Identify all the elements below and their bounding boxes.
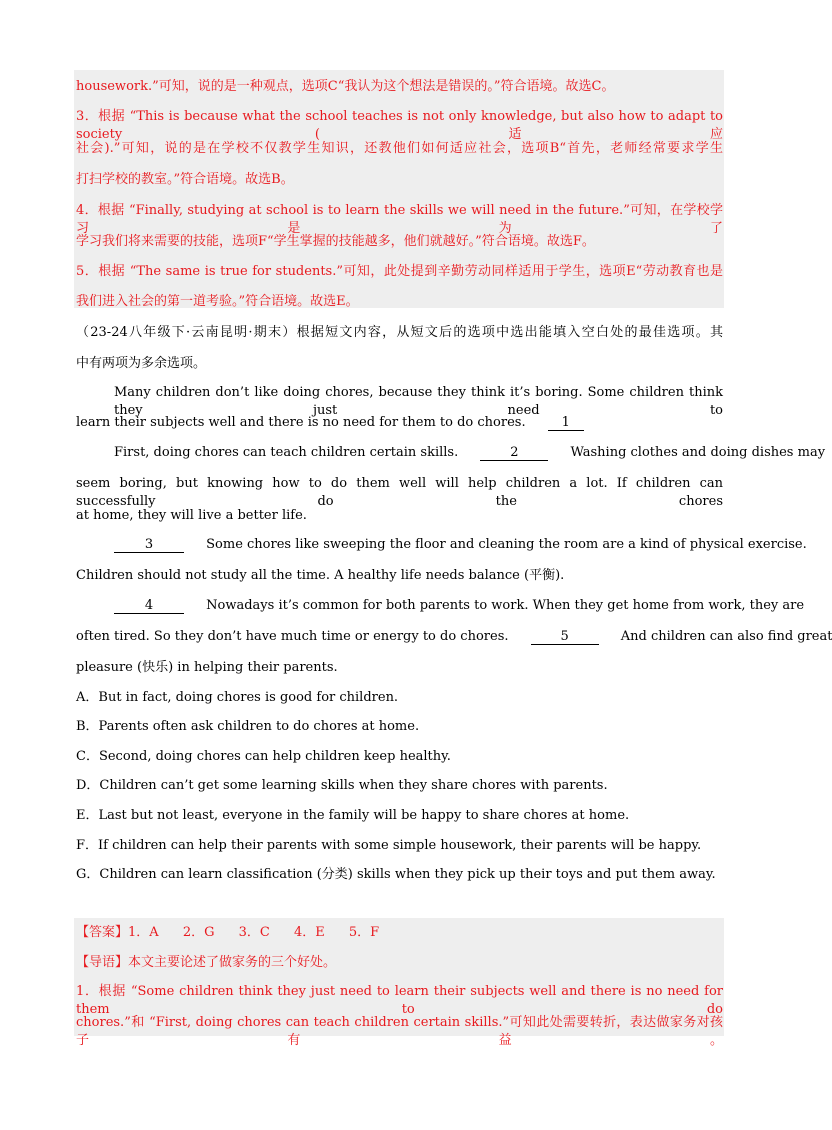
passage-sentence: Some chores like sweeping the floor and cleaning the room are a kind of physical exercise. [206,537,807,552]
answer-item: 1．A [128,925,159,940]
answer-item: 3．C [238,925,270,940]
answer-line [76,924,379,942]
blank-2[interactable]: 2 [480,445,548,461]
blank-3[interactable]: 3 [114,537,184,553]
explanation-item-5-line: 我们进入社会的第一道考验。”符合语境。故选E。 [76,294,359,309]
explanation-item-5-line: 5．根据 “The same is true for students.”可知，此处提到辛勤劳动同样适用于学生，选项E“劳动教育也是 [76,264,723,279]
passage-text: at home, they will live a better life. [76,508,307,523]
option-c[interactable]: C．Second, doing chores can help children keep healthy. [76,749,451,764]
passage-sentence: Washing clothes and doing dishes may [570,445,826,460]
passage-sentence: often tired. So they don’t have much time or energy to do chores. [76,629,509,644]
passage-sentence: First, doing chores can teach children certain skills. [114,445,459,460]
explanation-line: housework.”可知，说的是一种观点，选项C“我认为这个想法是错误的。”符合语境。故选C。 [76,79,615,94]
answer-explanation-line: chores.”和 “First, doing chores can teach children certain skills.”可知此处需要转折，表达做家务对孩子有益。 [76,1015,723,1048]
passage-text [114,597,804,615]
option-f[interactable]: F．If children can help their parents with some simple housework, their parents will be happy. [76,838,702,853]
option-a[interactable]: A．But in fact, doing chores is good for children. [76,690,399,705]
passage-text: Many children don’t like doing chores, because they think it’s boring. Some children think they just need to [114,385,723,418]
explanation-item-3-line: 社会).”可知，说的是在学校不仅教学生知识，还教他们如何适应社会，选项B“首先，老师经常要求学生 [76,141,723,156]
passage-text: seem boring, but knowing how to do them well will help children a lot. If children can successfully do the chores [76,476,723,509]
passage-text [114,444,825,462]
passage-sentence: Nowadays it’s common for both parents to work. When they get home from work, they are [206,598,805,613]
passage-sentence: And children can also find great [620,629,832,644]
blank-1[interactable]: 1 [548,415,584,431]
passage-text [76,414,584,432]
answer-item: 5．F [348,925,380,940]
explanation-item-3-line: 打扫学校的教室。”符合语境。故选B。 [76,172,294,187]
option-e[interactable]: E．Last but not least, everyone in the family will be happy to share chores at home. [76,808,630,823]
question-instruction: （23-24八年级下·云南昆明·期末）根据短文内容，从短文后的选项中选出能填入空白处的最佳选项。其 [76,325,723,340]
blank-4[interactable]: 4 [114,598,184,614]
answer-label: 【答案】 [76,925,129,940]
answer-explanation-line: 1．根据 “Some children think they just need to learn their subjects well and there is no need for them to do [76,984,723,1017]
explanation-item-4-line: 4．根据 “Finally, studying at school is to learn the skills we will need in the future.”可知，在学校学习是为了 [76,203,723,236]
question-instruction: 中有两项为多余选项。 [76,356,207,371]
passage-text: pleasure (快乐) in helping their parents. [76,660,338,675]
guide-text: 本文主要论述了做家务的三个好处。 [128,955,337,970]
blank-5[interactable]: 5 [531,629,599,645]
answer-item: 2．G [182,925,215,940]
passage-text [76,628,832,646]
guide-line [76,954,336,972]
option-d[interactable]: D．Children can’t get some learning skills when they share chores with parents. [76,778,608,793]
guide-label: 【导语】 [76,955,129,970]
answer-item: 4．E [293,925,325,940]
explanation-item-3-line: 3．根据 “This is because what the school teaches is not only knowledge, but also how to adapt to society (适应 [76,109,723,142]
explanation-item-4-line: 学习我们将来需要的技能，选项F“学生掌握的技能越多，他们就越好。”符合语境。故选F。 [76,234,595,249]
option-b[interactable]: B．Parents often ask children to do chores at home. [76,719,420,734]
passage-sentence: learn their subjects well and there is no need for them to do chores. [76,415,526,430]
option-g[interactable]: G．Children can learn classification (分类) skills when they pick up their toys and put them away. [76,867,716,882]
passage-text [114,536,807,554]
passage-text: Children should not study all the time. A healthy life needs balance (平衡). [76,568,565,583]
